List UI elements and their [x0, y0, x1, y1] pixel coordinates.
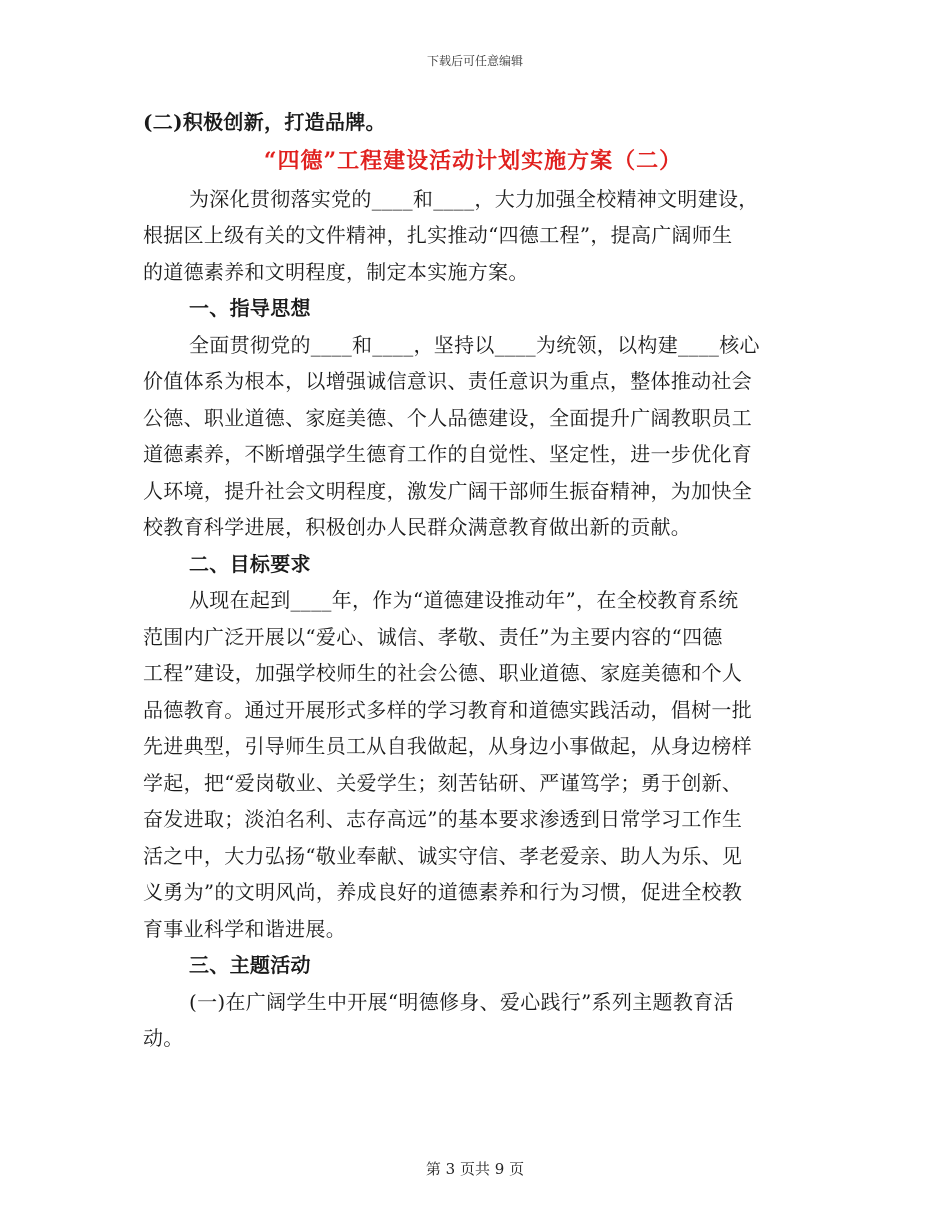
- paragraph-line: 范围内广泛开展以“爱心、诚信、孝敬、责任”为主要内容的“四德: [143, 624, 723, 649]
- intro-line: 的道德素养和文明程度，制定本实施方案。: [143, 259, 529, 284]
- intro-line: 为深化贯彻落实党的____和____，大力加强全校精神文明建设，: [189, 186, 759, 211]
- paragraph-line: 人环境，提升社会文明程度，激发广阔干部师生振奋精神，为加快全: [143, 478, 752, 503]
- section-heading-guiding-ideology: 一、指导思想: [189, 296, 311, 320]
- section-heading-goals: 二、目标要求: [189, 551, 311, 576]
- page-header-note: 下载后可任意编辑: [426, 54, 523, 68]
- paragraph-line: 先进典型，引导师生员工从自我做起，从身边小事做起，从身边榜样: [143, 734, 752, 758]
- paragraph-line: 品德教育。通过开展形式多样的学习教育和道德实践活动，倡树一批: [143, 697, 752, 722]
- paragraph-line: 从现在起到____年，作为“道德建设推动年”，在全校教育系统: [189, 588, 739, 612]
- paragraph-line: 道德素养，不断增强学生德育工作的自觉性、坚定性，进一步优化育: [143, 442, 752, 466]
- paragraph-line: 义勇为”的文明风尚，养成良好的道德素养和行为习惯，促进全校教: [143, 880, 743, 904]
- page-number: 第 3 页共 9 页: [425, 1160, 525, 1178]
- paragraph-line: 公德、职业道德、家庭美德、个人品德建设，全面提升广阔教职员工: [143, 405, 752, 430]
- section-heading-theme-activities: 三、主题活动: [189, 953, 311, 977]
- paragraph-line: 活之中，大力弘扬“敬业奉献、诚实守信、孝老爱亲、助人为乐、见: [143, 843, 743, 868]
- paragraph-line: 育事业科学和谐进展。: [143, 916, 346, 941]
- lead-heading: (二)积极创新，打造品牌。: [143, 110, 386, 134]
- document-title: “四德”工程建设活动计划实施方案（二）: [263, 147, 683, 174]
- paragraph-line: 工程”建设，加强学校师生的社会公德、职业道德、家庭美德和个人: [143, 661, 743, 685]
- paragraph-line: 价值体系为根本，以增强诚信意识、责任意识为重点，整体推动社会: [143, 369, 752, 393]
- paragraph-line: 动。: [143, 1026, 184, 1050]
- paragraph-line: 校教育科学进展，积极创办人民群众满意教育做出新的贡献。: [143, 515, 692, 539]
- paragraph-line: 学起，把“爱岗敬业、关爱学生；刻苦钻研、严谨笃学；勇于创新、: [143, 770, 743, 795]
- paragraph-line: (一)在广阔学生中开展“明德修身、爱心践行”系列主题教育活: [189, 989, 734, 1014]
- paragraph-line: 全面贯彻党的____和____，坚持以____为统领，以构建____核心: [189, 332, 760, 357]
- document-body: [143, 104, 803, 1057]
- paragraph-line: 奋发进取；淡泊名利、志存高远”的基本要求渗透到日常学习工作生: [143, 807, 743, 831]
- intro-line: 根据区上级有关的文件精神，扎实推动“四德工程”，提高广阔师生: [143, 223, 733, 247]
